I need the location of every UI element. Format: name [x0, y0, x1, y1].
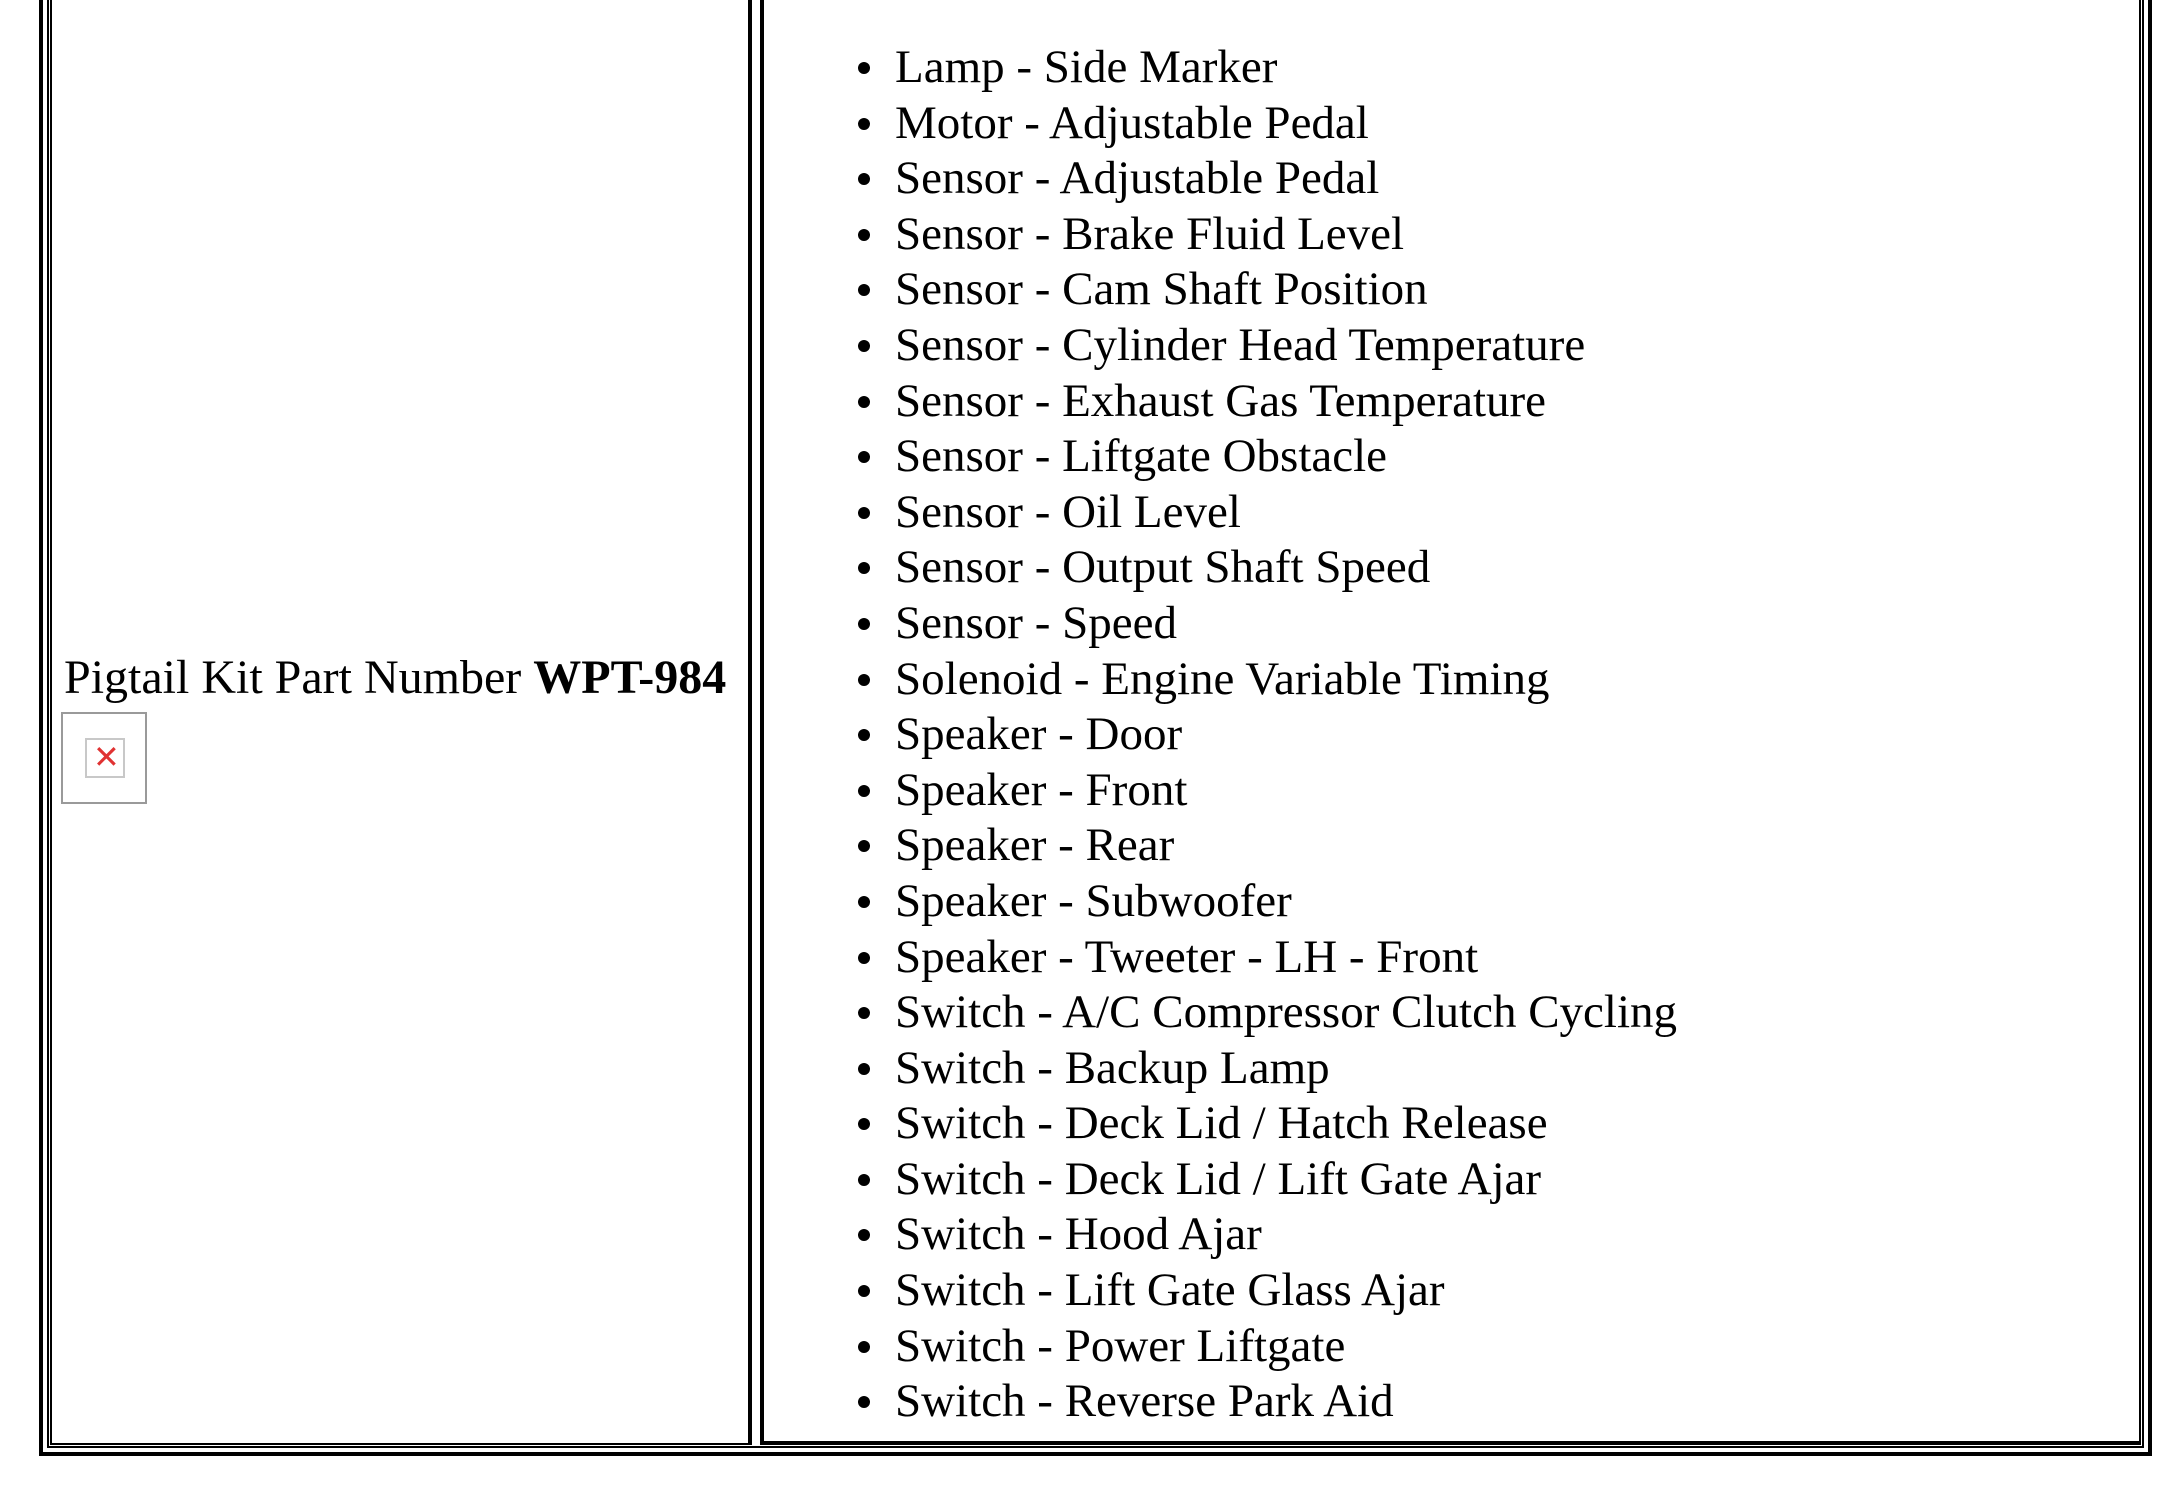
bullet-icon: [858, 229, 870, 241]
list-item: [764, 151, 1677, 207]
list-item: [764, 1152, 1677, 1208]
list-item: [764, 874, 1677, 930]
list-item-text: Switch - Deck Lid / Hatch Release: [895, 1097, 1548, 1150]
kit-part-number: WPT-984: [533, 651, 727, 704]
kit-cell: [50, 0, 752, 1445]
list-item-text: Switch - Lift Gate Glass Ajar: [895, 1264, 1445, 1317]
bullet-icon: [858, 1341, 870, 1353]
list-item: [764, 318, 1677, 374]
bullet-icon: [858, 1285, 870, 1297]
list-item-text: Speaker - Door: [895, 708, 1183, 761]
kit-label-prefix: Pigtail Kit Part Number: [64, 651, 534, 704]
bullet-icon: [858, 896, 870, 908]
bullet-icon: [858, 840, 870, 852]
list-item: [764, 818, 1677, 874]
list-item-text: Sensor - Speed: [895, 596, 1177, 649]
list-item: [764, 1207, 1677, 1263]
parts-table: [39, 0, 2152, 1456]
list-item-text: Switch - Reverse Park Aid: [895, 1375, 1394, 1428]
list-item-text: Sensor - Oil Level: [895, 485, 1241, 538]
bullet-icon: [858, 173, 870, 185]
list-item-text: Motor - Adjustable Pedal: [895, 96, 1369, 149]
list-item: [764, 1096, 1677, 1152]
bullet-icon: [858, 451, 870, 463]
bullet-icon: [858, 1063, 870, 1075]
list-item: [764, 1041, 1677, 1097]
list-item-text: Speaker - Tweeter - LH - Front: [895, 930, 1479, 983]
list-item: [764, 262, 1677, 318]
list-item-text: Sensor - Brake Fluid Level: [895, 207, 1405, 260]
list-item-text: Switch - Hood Ajar: [895, 1208, 1262, 1261]
broken-image-icon: [61, 712, 147, 804]
bullet-icon: [858, 1007, 870, 1019]
bullet-icon: [858, 785, 870, 797]
list-item: [764, 374, 1677, 430]
list-item: [764, 930, 1677, 986]
bullet-icon: [858, 284, 870, 296]
list-item: [764, 40, 1677, 96]
list-item-text: Sensor - Liftgate Obstacle: [895, 430, 1388, 483]
bullet-icon: [858, 618, 870, 630]
list-item-text: Sensor - Cylinder Head Temperature: [895, 318, 1586, 371]
list-item-text: Lamp - Side Marker: [895, 41, 1278, 93]
list-item-text: Sensor - Adjustable Pedal: [895, 152, 1380, 205]
image-error-x-icon: ✕: [93, 738, 120, 776]
list-item: [764, 96, 1677, 152]
applications-cell: [760, 0, 2141, 1445]
bullet-icon: [858, 674, 870, 686]
bullet-icon: [858, 1118, 870, 1130]
list-item: [764, 1319, 1677, 1375]
bullet-icon: [858, 340, 870, 352]
broken-image-frame: [85, 738, 125, 778]
list-item-text: Speaker - Subwoofer: [895, 874, 1292, 927]
list-item-text: Switch - Deck Lid / Lift Gate Ajar: [895, 1152, 1542, 1205]
list-item: [764, 207, 1677, 263]
applications-list: [764, 40, 1677, 1430]
list-item: [764, 1374, 1677, 1430]
list-item-text: Switch - Backup Lamp: [895, 1041, 1330, 1094]
bullet-icon: [858, 118, 870, 130]
bullet-icon: [858, 1396, 870, 1408]
bullet-icon: [858, 729, 870, 741]
list-item-text: Speaker - Front: [895, 763, 1188, 816]
list-item-text: Sensor - Exhaust Gas Temperature: [895, 374, 1547, 427]
list-item-text: Solenoid - Engine Variable Timing: [895, 652, 1550, 705]
list-item-text: Switch - A/C Compressor Clutch Cycling: [895, 986, 1678, 1039]
list-item: [764, 596, 1677, 652]
bullet-icon: [858, 1174, 870, 1186]
list-item: [764, 540, 1677, 596]
list-item: [764, 707, 1677, 763]
bullet-icon: [858, 62, 870, 74]
list-item: [764, 429, 1677, 485]
list-item-text: Switch - Power Liftgate: [895, 1319, 1346, 1372]
bullet-icon: [858, 507, 870, 519]
bullet-icon: [858, 952, 870, 964]
list-item-text: Speaker - Rear: [895, 819, 1175, 872]
list-item-text: Sensor - Cam Shaft Position: [895, 263, 1428, 316]
list-item: [764, 485, 1677, 541]
bullet-icon: [858, 562, 870, 574]
list-item: [764, 985, 1677, 1041]
list-item: [764, 652, 1677, 708]
list-item: [764, 1263, 1677, 1319]
bullet-icon: [858, 396, 870, 408]
bullet-icon: [858, 1229, 870, 1241]
kit-label: [64, 650, 726, 706]
list-item-text: Sensor - Output Shaft Speed: [895, 541, 1431, 594]
list-item: [764, 763, 1677, 819]
